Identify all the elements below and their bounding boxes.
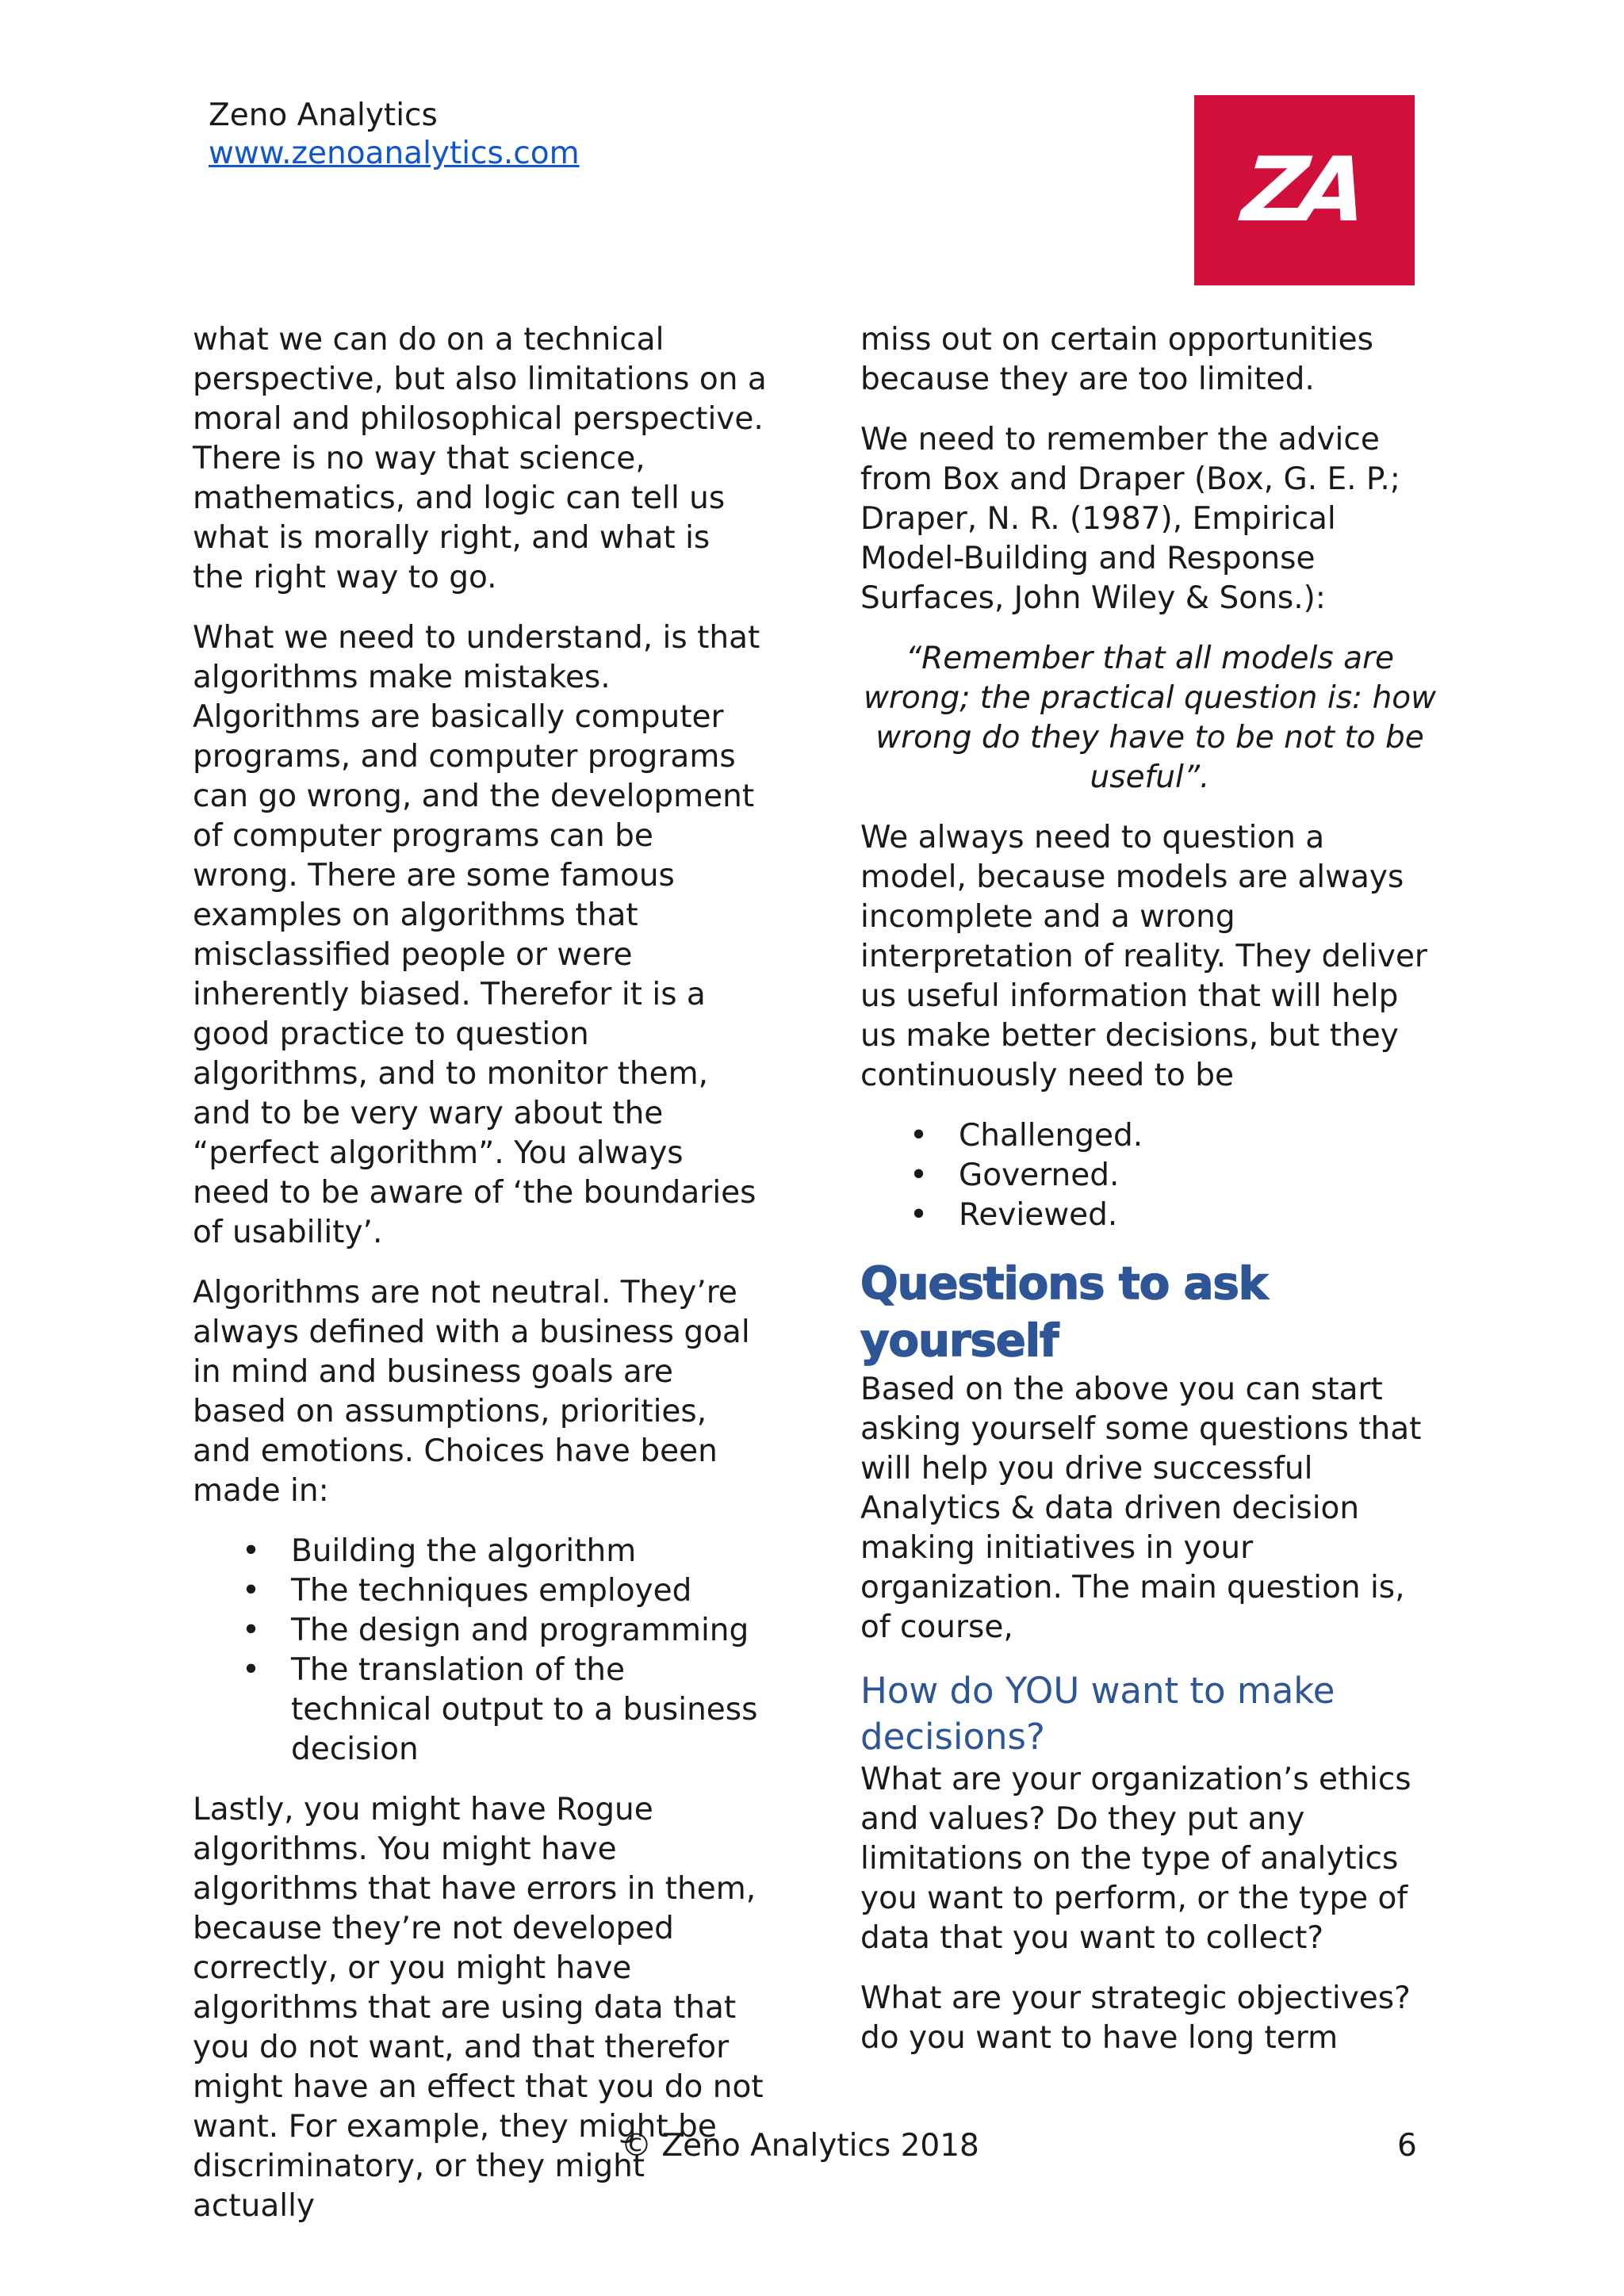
paragraph: What are your organization’s ethics and values? Do they put any limitations on the type of analytics you want to perform, or the type of data that you want to collect? xyxy=(860,1762,1411,1956)
logo-text: ZA xyxy=(1238,139,1363,242)
paragraph: Based on the above you can start asking yourself some questions that will help you drive successful Analytics & data driven decision making initiatives in your organization. The main question is, of course, xyxy=(860,1372,1422,1645)
paragraph: We always need to question a model, because models are always incomplete and a wrong interpretation of reality. They deliver us useful information that will help us make better decisions, but they continuously need to be xyxy=(860,820,1427,1093)
list-item: • Challenged. xyxy=(959,1116,1439,1156)
choices-list xyxy=(193,1532,768,1770)
paragraph: Algorithms are not neutral. They’re always defined with a business goal in mind and business goals are based on assumptions, priorities, and emotions. Choices have been made in: xyxy=(193,1275,750,1509)
company-name: Zeno Analytics xyxy=(209,98,438,133)
paragraph: miss out on certain opportunities because they are too limited. xyxy=(860,322,1373,397)
subheading: How do YOU want to make decisions? xyxy=(860,1670,1335,1758)
list-item: • The design and programming xyxy=(291,1611,768,1651)
left-column xyxy=(193,320,768,2247)
section-heading: Questions to ask yourself xyxy=(860,1258,1268,1367)
list-item: • Reviewed. xyxy=(959,1196,1439,1235)
paragraph: what we can do on a technical perspective, but also limitations on a moral and philosophical perspective. There is no way that science, mathematics, and logic can tell us what is morally right, and what is the right way to go. xyxy=(193,322,767,595)
paragraph: What are your strategic objectives? do you want to have long term xyxy=(860,1980,1411,2056)
header-company xyxy=(209,97,580,173)
copyright: © Zeno Analytics 2018 xyxy=(621,2128,979,2164)
website-link[interactable]: www.zenoanalytics.com xyxy=(209,136,580,171)
list-item: • Building the algorithm xyxy=(291,1532,768,1571)
box-draper-quote: “Remember that all models are wrong; the practical question is: how wrong do they have to be not to be useful”. xyxy=(863,641,1437,795)
company-logo xyxy=(1194,95,1415,285)
list-item: • The translation of the technical output to a business decision xyxy=(291,1651,768,1770)
page-number: 6 xyxy=(1397,2128,1417,2164)
paragraph: We need to remember the advice from Box and Draper (Box, G. E. P.; Draper, N. R. (1987), Empirical Model-Building and Response Surfaces, John Wiley & Sons.): xyxy=(860,422,1400,616)
model-list xyxy=(860,1116,1439,1235)
right-column xyxy=(860,320,1439,2079)
paragraph: Lastly, you might have Rogue algorithms. You might have algorithms that have errors in them, because they’re not developed correctly, or you might have algorithms that are using data that you do not want, and that therefor might have an effect that you do not want. For example, they might be discriminatory, or they might actually xyxy=(193,1792,764,2224)
paragraph: What we need to understand, is that algorithms make mistakes. Algorithms are basically computer programs, and computer programs can go wrong, and the development of computer programs can be wrong. There are some famous examples on algorithms that misclassified people or were inherently biased. Therefor it is a good practice to question algorithms, and to monitor them, and to be very wary about the “perfect algorithm”. You always need to be aware of ‘the boundaries of usability’. xyxy=(193,620,760,1250)
list-item: • Governed. xyxy=(959,1156,1439,1196)
list-item: • The techniques employed xyxy=(291,1571,768,1611)
